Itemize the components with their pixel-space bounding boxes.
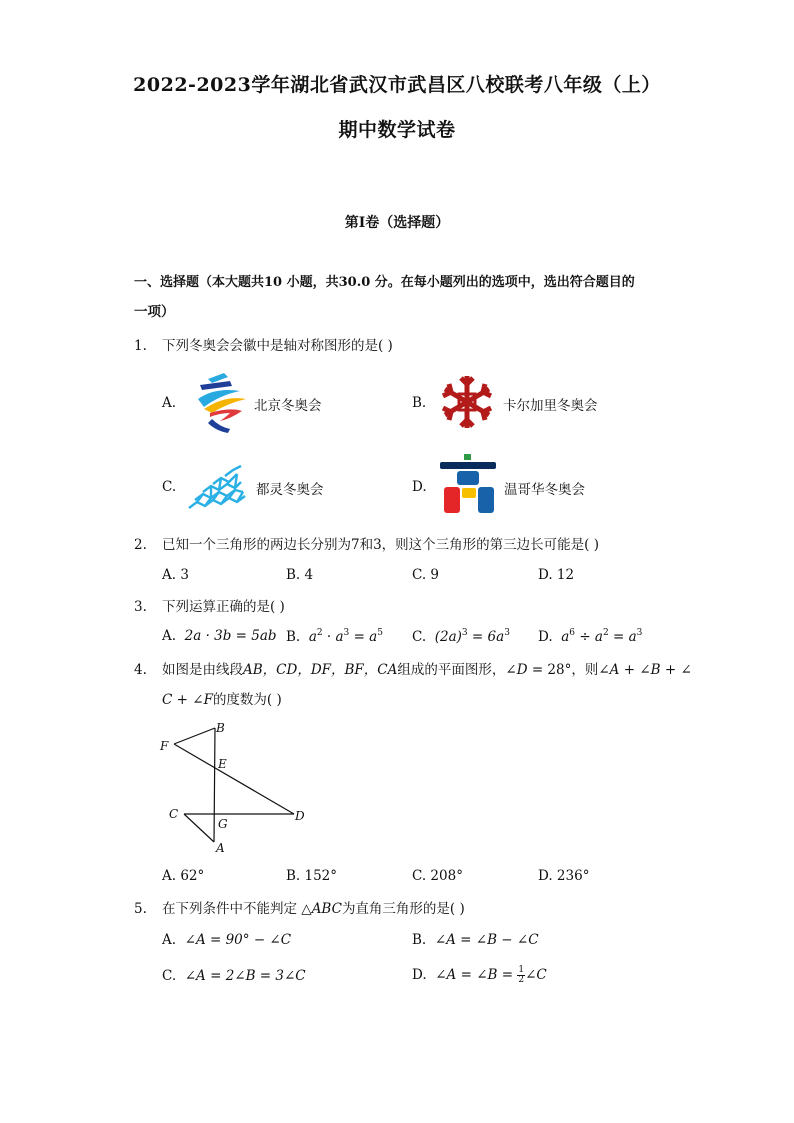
- exam-title-line2: 期中数学试卷: [338, 119, 456, 141]
- q2-stem: 已知一个三角形的两边长分别为7和3，则这个三角形的第三边长可能是( ): [162, 537, 600, 553]
- label-d: D: [295, 809, 305, 823]
- q3-option-d: D. $a^6 \div a^2 = a^3$: [538, 628, 643, 645]
- q1-option-a-label: 北京冬奥会: [254, 398, 322, 414]
- q1-option-b-letter: B.: [412, 395, 427, 411]
- section-title: 第I卷（选择题）: [344, 215, 450, 231]
- q3-stem: 下列运算正确的是( ): [162, 599, 285, 615]
- q2-number: 2.: [134, 537, 147, 553]
- q3-option-a: A. 2a · 3b = 5ab: [162, 628, 277, 644]
- segment-df: [174, 744, 294, 814]
- segment-bf: [174, 728, 215, 744]
- q5-number: 5.: [134, 901, 147, 917]
- q1-option-b-label: 卡尔加里冬奥会: [503, 398, 598, 414]
- calgary-logo-icon: [437, 371, 497, 433]
- q1-option-c-letter: C.: [162, 479, 177, 495]
- q1-stem: 下列冬奥会会徽中是轴对称图形的是( ): [162, 338, 393, 354]
- q4-stem-line1: 如图是由线段AB，CD，DF，BF，CA组成的平面图形，∠D = 28°，则∠A + ∠B + ∠: [162, 662, 692, 678]
- q4-option-d: D. 236°: [538, 868, 590, 884]
- q2-option-c: C. 9: [412, 567, 440, 583]
- q5-option-b: B. ∠A = ∠B − ∠C: [412, 932, 539, 948]
- q1-option-d-letter: D.: [412, 479, 427, 495]
- q5-stem: 在下列条件中不能判定 △ABC为直角三角形的是( ): [162, 901, 465, 917]
- label-a: A: [216, 841, 225, 855]
- exam-title-line1: 2022-2023学年湖北省武汉市武昌区八校联考八年级（上）: [133, 74, 661, 96]
- q4-option-c: C. 208°: [412, 868, 463, 884]
- q2-option-a: A. 3: [162, 567, 189, 583]
- part1-heading: 一、选择题（本大题共10 小题，共30.0 分。在每小题列出的选项中，选出符合题目的: [134, 275, 635, 290]
- segment-ca: [184, 814, 214, 842]
- label-e: E: [218, 757, 227, 771]
- q1-option-a-letter: A.: [162, 395, 177, 411]
- torino-logo-icon: [185, 462, 253, 512]
- beijing-logo-icon: [190, 373, 248, 435]
- vancouver-logo-icon: [440, 454, 496, 516]
- segment-ab: [214, 728, 215, 842]
- q3-option-c: C. $(2a)^3 = 6a^3$: [412, 628, 510, 645]
- q4-option-b: B. 152°: [286, 868, 338, 884]
- label-b: B: [216, 721, 225, 735]
- q3-option-b: B. $a^2 \cdot a^3 = a^5$: [286, 628, 383, 645]
- q1-option-c-label: 都灵冬奥会: [256, 482, 324, 498]
- q2-option-b: B. 4: [286, 567, 314, 583]
- q5-option-d: D. ∠A = ∠B = $\frac{1}{2}$ ∠C: [412, 965, 547, 985]
- q4-option-a: A. 62°: [162, 868, 205, 884]
- label-c: C: [169, 807, 179, 821]
- q1-option-d-label: 温哥华冬奥会: [504, 482, 585, 498]
- q4-stem-line2: C + ∠F的度数为( ): [162, 692, 282, 708]
- q4-number: 4.: [134, 662, 147, 678]
- label-g: G: [218, 817, 228, 831]
- q2-option-d: D. 12: [538, 567, 575, 583]
- q4-geometry-figure: [158, 718, 318, 864]
- q1-number: 1.: [134, 338, 147, 354]
- q3-number: 3.: [134, 599, 147, 615]
- q5-option-a: A. ∠A = 90° − ∠C: [162, 932, 292, 948]
- part1-heading-cont: 一项）: [134, 304, 175, 320]
- label-f: F: [160, 739, 169, 753]
- q5-option-c: C. ∠A = 2∠B = 3∠C: [162, 968, 306, 984]
